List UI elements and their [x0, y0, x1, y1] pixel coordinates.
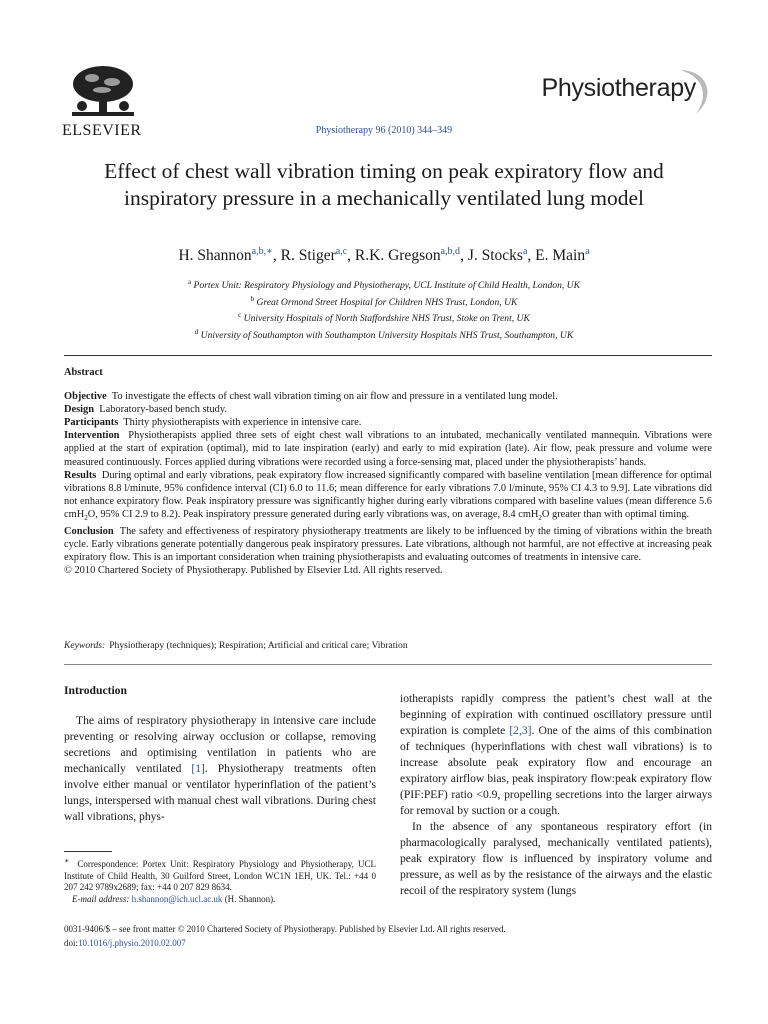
body-column-right — [400, 691, 712, 899]
journal-name: Physiotherapy — [541, 74, 696, 102]
abstract-participants: Participants Thirty physiotherapists with experience in intensive care. — [64, 417, 362, 429]
keywords-label: Keywords: — [64, 640, 106, 651]
abstract-objective: Objective To investigate the effects of chest wall vibration timing on air flow and pressure in a ventilated lung model. — [64, 391, 558, 403]
affiliation-item: $^c$ University Hospitals of North Staffordshire NHS Trust, Stoke on Trent, UK — [238, 311, 530, 325]
doi-line: doi:10.1016/j.physio.2010.02.007 — [64, 938, 186, 948]
publisher-name: ELSEVIER — [62, 122, 142, 139]
abstract — [64, 366, 712, 577]
front-matter-note — [64, 922, 712, 950]
affiliation-item: $^b$ Great Ormond Street Hospital for Children NHS Trust, London, UK — [250, 294, 518, 308]
reference-link-1[interactable]: [1] — [191, 762, 205, 775]
title-line-1: Effect of chest wall vibration timing on peak expiratory flow and — [104, 159, 664, 183]
doi-link[interactable]: 10.1016/j.physio.2010.02.007 — [78, 938, 186, 948]
author-affiliation-marker[interactable]: a,b,∗ — [251, 246, 273, 257]
abstract-results: Results During optimal and early vibrations, peak expiratory flow increased significantly compared with baseline ventilation [mean difference for optimal vibrations 8.8 l/minute, 95% confidence interval (CI) 6.0 to 11.6; mean difference for early vibrations 7.0 l/minute, 95% CI 4.3 to 9.9]. Late vibrations did not enhance expiratory flow. Peak inspiratory pressure was significantly higher during early vibrations compared with baseline values (mean difference 5.6 cmH$_2$O, 95% CI 2.9 to 8.2). Peak inspiratory pressure generated during early vibrations was, on average, 8.4 cmH$_2$O greater than with optimal timing. — [64, 469, 712, 523]
author-affiliation-marker[interactable]: a — [585, 246, 590, 257]
intro-paragraph-1: The aims of respiratory physiotherapy in intensive care include preventing or resolving airway occlusion or collapse, removing secretions and optimising ventilation in patients who are mechanically ventilated [1]. Physiotherapy treatments often involve either manual or ventilator hyperinflation of the patient’s lungs, interspersed with manual chest wall vibrations. During chest wall vibrations, phys- — [64, 714, 376, 823]
introduction-heading: Introduction — [64, 684, 127, 697]
author-name: J. Stocks — [467, 247, 523, 265]
title-line-2: inspiratory pressure in a mechanically ventilated lung model — [123, 186, 645, 210]
author-name: R.K. Gregson — [354, 247, 441, 265]
abstract-conclusion: Conclusion The safety and effectiveness of respiratory physiotherapy treatments are likely to be influenced by the timing of vibrations within the breath cycle. Early vibrations generate potentially dangerous peak inspiratory pressures. Late vibrations, although not harmful, are not effective at increasing peak expiratory flow. This is an important consideration when training physiotherapists and evaluating outcomes of treatments in intensive care. — [64, 526, 713, 564]
abstract-intervention: Intervention Physiotherapists applied three sets of eight chest wall vibrations to an intubated, mechanically ventilated mannequin. Vibrations were applied at the start of expiration (optimal), mid to late inspiration (early) and early to mid expiration (late). Air flow, peak pressure and volume were measured continuously. Forces applied during vibrations were recorded using a force-sensing mat, placed under the physiotherapists’ hands. — [64, 430, 712, 468]
intro-paragraph-1-cont: iotherapists rapidly compress the patient’s chest wall at the beginning of expiration with continued oscillatory pressure until expiration is complete [2,3]. One of the aims of this combination of techniques (hyperinflations with chest wall vibrations) is to increase absolute peak expiratory flow and encourage an expiratory airflow bias, peak inspiratory flow:peak expiratory flow (PIF:PEF) ratio <0.9, propelling secretions into the larger airways for removal by suction or a cough. — [400, 692, 712, 817]
author-name: R. Stiger — [280, 247, 336, 265]
abstract-heading: Abstract — [64, 367, 103, 378]
author-name: H. Shannon — [178, 247, 252, 265]
keywords — [64, 640, 712, 651]
affiliation-item: $^a$ Portex Unit: Respiratory Physiology and Physiotherapy, UCL Institute of Child Health, London, UK — [188, 278, 580, 292]
author-affiliation-marker[interactable]: a,c — [335, 246, 348, 257]
body-column-left — [64, 683, 376, 825]
issn-line: 0031-9406/$ – see front matter © 2010 Chartered Society of Physiotherapy. Published by Elsevier Ltd. All rights reserved. — [64, 924, 506, 934]
intro-paragraph-2: In the absence of any spontaneous respiratory effort (in pharmacologically paralysed, mechanically ventilated patients), peak expiratory flow is influenced by inspiratory volume and pressure, as well as by the resistance of the airways and the elastic recoil of the respiratory system (lungs — [400, 820, 712, 897]
abstract-copyright: © 2010 Chartered Society of Physiotherapy. Published by Elsevier Ltd. All rights reserved. — [64, 565, 443, 577]
author-affiliation-marker[interactable]: a,b,d — [440, 246, 461, 257]
correspondence-footnote: ∗ Correspondence: Portex Unit: Respiratory Physiology and Physiotherapy, UCL Institute of Child Health, 30 Guilford Street, London WC1N 1EH, UK. Tel.: +44 0 207 242 9789x2689; fax: +44 0 207 829 8634. E-mail address: h.shannon@ich.ucl.ac.uk (H. Shannon). — [64, 856, 376, 904]
affiliation-item: $^d$ University of Southampton with Southampton University Hospitals NHS Trust, Southampton, UK — [194, 328, 574, 342]
author-list: H. Shannon$^{a,b,∗}$, R. Stiger$^{a,c}$, R.K. Gregson$^{a,b,d}$, J. Stocks$^a$, E. Main$^a$ — [178, 246, 590, 265]
reference-link-2-3[interactable]: [2,3] — [509, 724, 532, 737]
affiliation-list — [60, 276, 708, 343]
author-affiliation-marker[interactable]: a — [522, 246, 528, 257]
email-link[interactable]: h.shannon@ich.ucl.ac.uk — [131, 893, 223, 904]
author-name: E. Main — [535, 247, 586, 265]
divider-bottom — [64, 664, 712, 665]
keywords-text: Physiotherapy (techniques); Respiration; Artificial and critical care; Vibration — [109, 640, 408, 651]
divider-top — [64, 355, 712, 356]
journal-reference[interactable]: Physiotherapy 96 (2010) 344–349 — [315, 125, 453, 136]
footnote-rule — [64, 851, 112, 852]
abstract-design: Design Laboratory-based bench study. — [64, 404, 227, 416]
article-title — [80, 158, 688, 212]
